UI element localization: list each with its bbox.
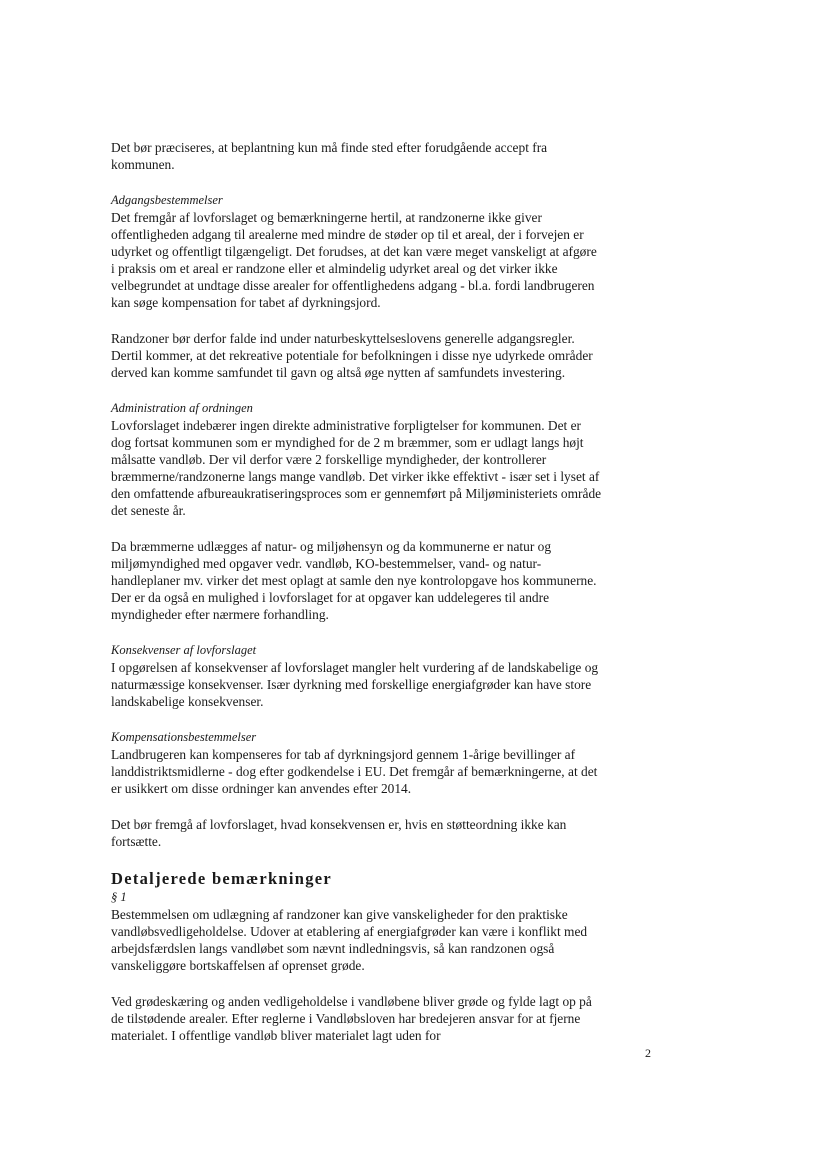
consequences-heading: Konsekvenser af lovforslaget — [111, 643, 257, 657]
administration-paragraph: Lovforslaget indebærer ingen direkte administrative forpligtelser for kommunen. Det er dog fortsat kommunen som er myndighed for de 2 m bræmmer, som er udlagt langs højt målsatte vandløb. Der vil derfor være 2 forskellige myndigheder, der kontrollerer bræmmerne/randzonerne langs mange vandløb. Det virker ikke effektivt - især set i lyset af den omfattende afbureaukratiseringsproces som er gennemført på Miljøministeriets område det seneste år. — [111, 418, 602, 518]
section-1-paragraph: Bestemmelsen om udlægning af randzoner kan give vanskeligheder for den praktiske vandløbsvedligeholdelse. Udover at etablering af energiafgrøder kan være i konflikt med arbejdsfærdslen langs vandløbet som nævnt indledningsvis, så kan randzonen også vanskeliggøre bortskaffelsen af oprenset grøde. — [111, 907, 588, 973]
page-content — [111, 139, 603, 1063]
municipality-block — [111, 538, 603, 623]
intro-paragraph-block — [111, 139, 603, 173]
administration-heading: Administration af ordningen — [111, 401, 253, 415]
section-1-heading: § 1 — [111, 890, 127, 904]
compensation-heading: Kompensationsbestemmelser — [111, 730, 257, 744]
weed-cutting-block — [111, 993, 603, 1044]
compensation-section — [111, 729, 603, 797]
support-scheme-block — [111, 816, 603, 850]
support-scheme-paragraph: Det bør fremgå af lovforslaget, hvad konsekvensen er, hvis en støtteordning ikke kan fortsætte. — [111, 817, 567, 849]
intro-paragraph: Det bør præciseres, at beplantning kun må finde sted efter forudgående accept fra kommunen. — [111, 140, 548, 172]
consequences-section — [111, 642, 603, 710]
administration-section — [111, 400, 603, 519]
access-rules-heading: Adgangsbestemmelser — [111, 193, 223, 207]
general-access-block — [111, 330, 603, 381]
consequences-paragraph: I opgørelsen af konsekvenser af lovforslaget mangler helt vurdering af de landskabelige og naturmæssige konsekvenser. Især dyrkning med forskellige energiafgrøder kan have store landskabelige konsekvenser. — [111, 660, 599, 709]
municipality-paragraph: Da bræmmerne udlægges af natur- og miljøhensyn og da kommunerne er natur og miljømyndighed med opgaver vedr. vandløb, KO-bestemmelser, vand- og natur-handleplaner mv. virker det mest oplagt at samle den nye kontrolopgave hos kommunerne. Der er da også en mulighed i lovforslaget for at opgaver kan uddelegeres til andre myndigheder efter nærmere forhandling. — [111, 539, 597, 622]
page-number: 2 — [645, 1046, 651, 1060]
detailed-remarks-title: Detaljerede bemærkninger — [111, 869, 333, 888]
access-rules-section — [111, 192, 603, 311]
access-rules-paragraph: Det fremgår af lovforslaget og bemærkningerne hertil, at randzonerne ikke giver offentligheden adgang til arealerne med mindre de støder op til et areal, der i forvejen er udyrket og offentligt tilgængeligt. Det forudses, at det kan være meget vanskeligt at afgøre i praksis om et areal er randzone eller et almindelig udyrket areal og det virker ikke velbegrundet at undtage disse arealer for offentlighedens adgang - bl.a. fordi landbrugeren kan søge kompensation for tabet af dyrkningsjord. — [111, 210, 597, 310]
general-access-paragraph: Randzoner bør derfor falde ind under naturbeskyttelseslovens generelle adgangsregler. Dertil kommer, at det rekreative potentiale for befolkningen i disse nye udyrkede områder derved kan komme samfundet til gavn og altså øge nytten af samfundets investering. — [111, 331, 593, 380]
section-1-block — [111, 889, 603, 974]
compensation-paragraph: Landbrugeren kan kompenseres for tab af dyrkningsjord gennem 1-årige bevillinger af landdistriktsmidlerne - dog efter godkendelse i EU. Det fremgår af bemærkningerne, at det er usikkert om disse ordninger kan anvendes efter 2014. — [111, 747, 598, 796]
weed-cutting-paragraph: Ved grødeskæring og anden vedligeholdelse i vandløbene bliver grøde og fylde lagt op på de tilstødende arealer. Efter reglerne i Vandløbsloven har bredejeren ansvar for at fjerne materialet. I offentlige vandløb bliver materialet lagt uden for — [111, 994, 592, 1043]
